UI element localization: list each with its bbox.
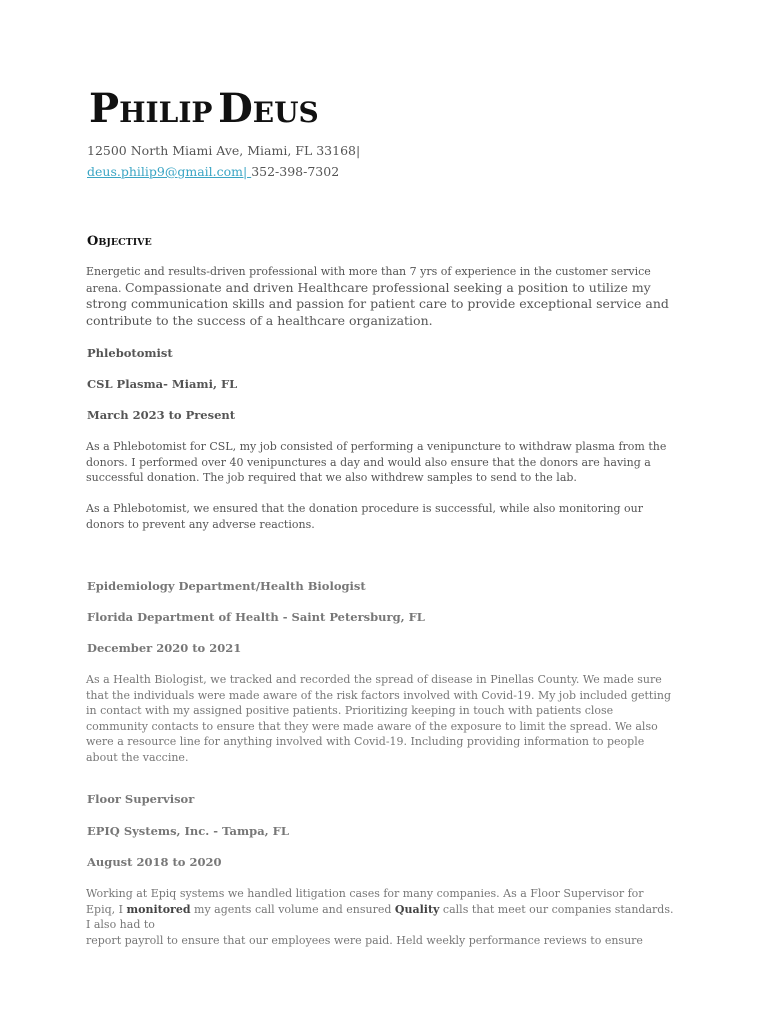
objective-line-1: Energetic and results-driven professional with more than 7 yrs of experience in the customer service arena. [86, 265, 651, 295]
objective-heading [87, 230, 152, 249]
objective-text [86, 264, 676, 329]
job-description: As a Phlebotomist for CSL, my job consisted of performing a venipuncture to withdraw plasma from the donors. I performed over 40 venipunctures a day and would also ensure that the donors are having a successful donation. The job required that we also withdrew samples to send to the lab. [86, 440, 667, 484]
address-line: 12500 North Miami Ave, Miami, FL 33168| [87, 143, 361, 158]
desc-part: calls that meet our companies standards. I also had to [86, 902, 674, 931]
desc-bold-monitored: monitored [126, 902, 191, 916]
desc-part: report payroll to ensure that our employees were paid. Held weekly performance reviews to ensure [86, 933, 643, 947]
name-last-rest: EUS [252, 96, 319, 129]
name-first-initial: P [89, 85, 120, 132]
job-dates: March 2023 to Present [87, 408, 236, 422]
candidate-name [89, 85, 319, 132]
job-company: Florida Department of Health - Saint Petersburg, FL [87, 610, 425, 624]
job-description [86, 886, 676, 948]
name-last-initial: D [218, 85, 253, 132]
job-title: Floor Supervisor [87, 792, 195, 806]
name-first-rest: HILIP [119, 96, 213, 129]
job-company: CSL Plasma- Miami, FL [87, 377, 238, 391]
job-title: Epidemiology Department/Health Biologist [87, 579, 366, 593]
job-description-2: As a Phlebotomist, we ensured that the donation procedure is successful, while also monitoring our donors to prevent any adverse reactions. [86, 502, 643, 531]
email-link[interactable]: deus.philip9@gmail.com| [87, 164, 252, 179]
job-dates: December 2020 to 2021 [87, 641, 242, 655]
desc-bold-quality: Quality [394, 902, 440, 916]
objective-initial: O [87, 234, 99, 249]
desc-part: my agents call volume and ensured [190, 902, 395, 916]
job-dates: August 2018 to 2020 [87, 855, 222, 869]
desc-part: Working at Epiq systems we handled litigation cases for many companies. As a Floor Supervisor for Epiq, I [86, 887, 644, 916]
phone-number: 352-398-7302 [251, 164, 340, 179]
objective-line-2: Compassionate and driven Healthcare professional seeking a position to utilize my strong communication skills and passion for patient care to provide exceptional service and contribute to the success of a healthcare organization. [86, 279, 669, 328]
job-company: EPIQ Systems, Inc. - Tampa, FL [87, 824, 289, 838]
contact-line [87, 164, 339, 179]
job-title: Phlebotomist [87, 346, 173, 360]
objective-rest: BJECTIVE [98, 237, 152, 248]
job-description: As a Health Biologist, we tracked and recorded the spread of disease in Pinellas County. We made sure that the individuals were made aware of the risk factors involved with Covid-19. My job included getting in contact with my assigned positive patients. Prioritizing keeping in touch with patients close community contacts to ensure that they were made aware of the exposure to limit the spread. We also were a resource line for anything involved with Covid-19. Including providing information to people about the vaccine. [86, 673, 671, 764]
